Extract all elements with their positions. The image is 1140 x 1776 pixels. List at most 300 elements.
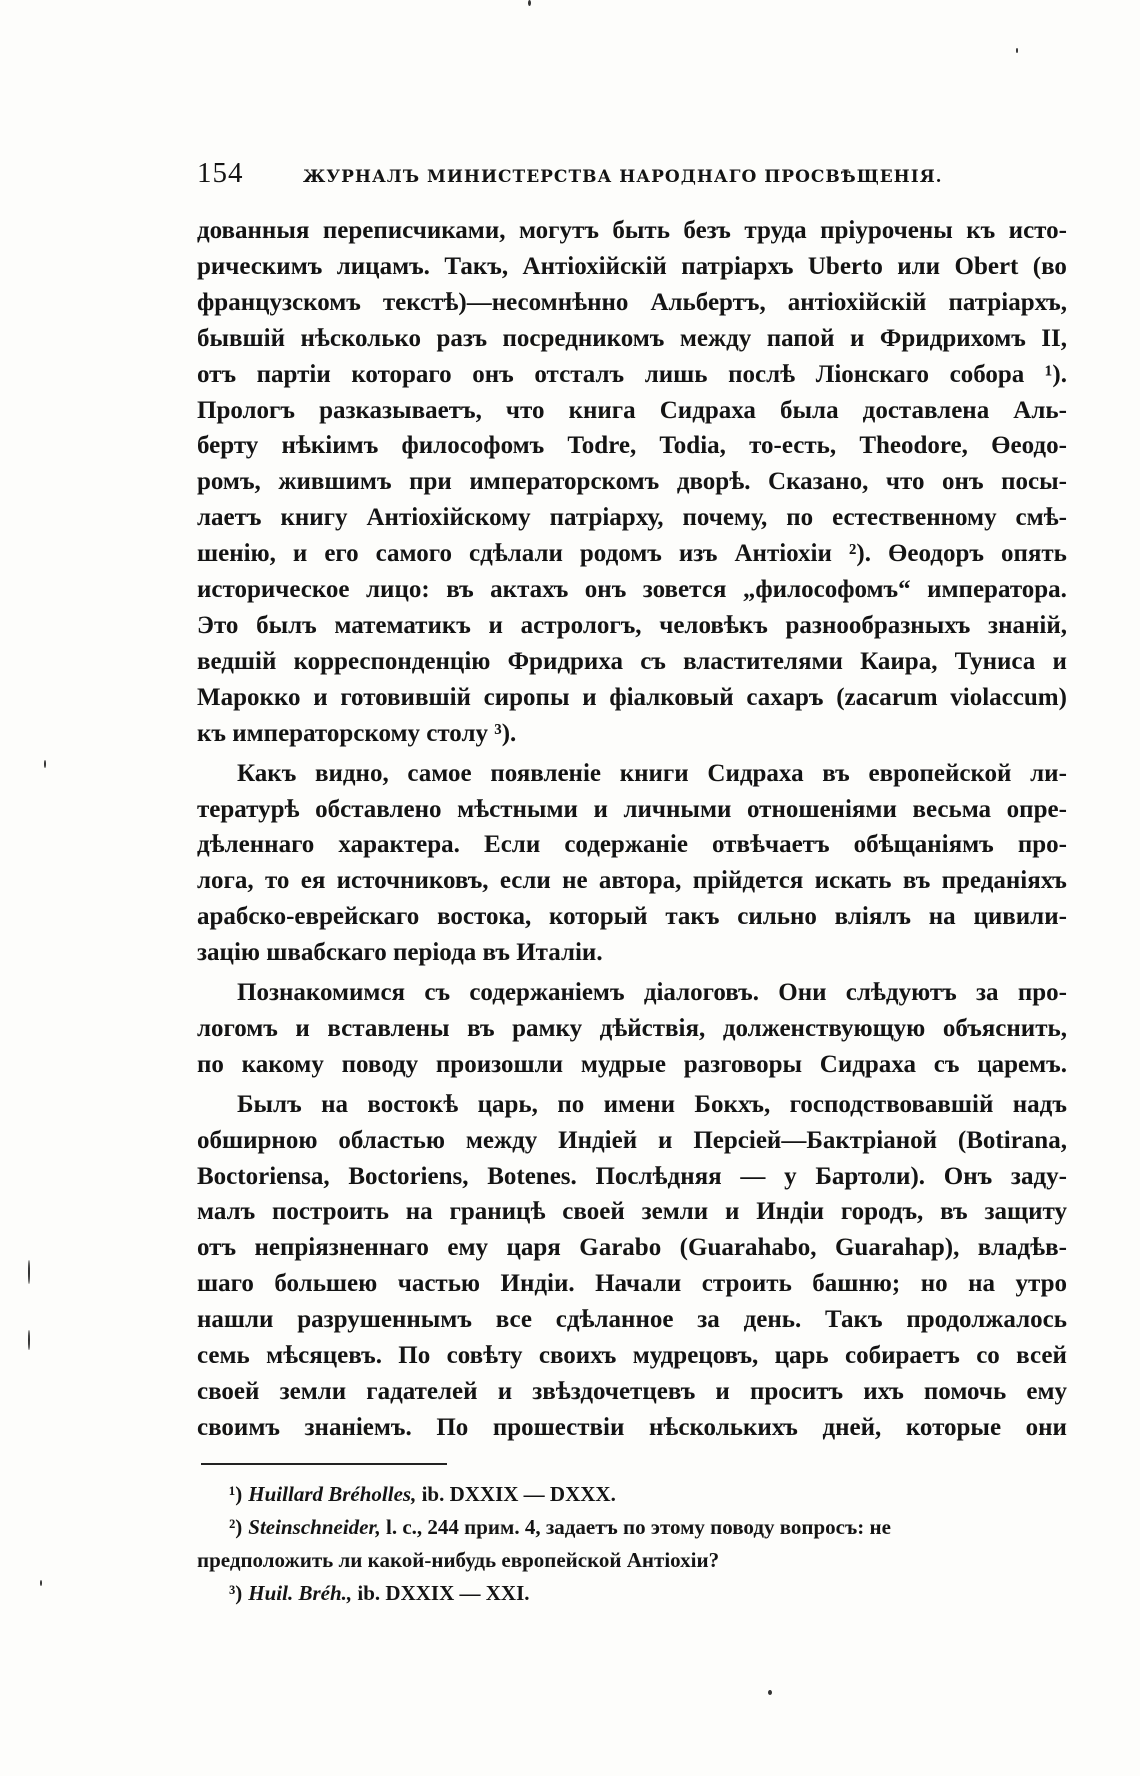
footnote-source: Huil. Bréh., (248, 1581, 353, 1605)
word: Өеодо- (991, 432, 1067, 460)
word: которые (905, 1413, 1002, 1441)
page-header (197, 157, 1077, 197)
footnote-source: Steinschneider, (248, 1515, 381, 1539)
word: и (313, 683, 328, 711)
footnote-mark: ¹) (229, 1482, 243, 1506)
word: Марокко (197, 683, 301, 711)
word: французскомъ (197, 288, 361, 316)
word: отсталъ (534, 360, 625, 388)
word: отношеніями (747, 795, 897, 823)
word: могутъ (518, 217, 599, 244)
word: прійдется (692, 867, 804, 895)
word: царь (774, 1342, 829, 1370)
word: на (321, 1090, 348, 1118)
word: самое (407, 759, 472, 787)
word: городъ, (840, 1198, 924, 1226)
text-line (197, 321, 1067, 357)
word: востока, (437, 903, 532, 931)
word: рическимъ (197, 252, 323, 280)
word: Антіохіи (734, 540, 832, 568)
word: императорскомъ (469, 468, 660, 496)
word: при (409, 468, 452, 496)
word: По (436, 1413, 469, 1441)
word: и (497, 1378, 513, 1405)
text-line (197, 644, 1067, 680)
word: діалоговъ. (643, 979, 759, 1007)
text-line (197, 500, 1067, 536)
text-line (197, 608, 1067, 644)
word: мѣсяцевъ. (266, 1342, 382, 1370)
word: Послѣдняя (595, 1162, 722, 1190)
word: Антіохійскій (522, 252, 667, 280)
word: Индіей (558, 1126, 638, 1154)
word: онъ (584, 576, 627, 604)
word: мудрецовъ, (632, 1342, 759, 1370)
word: опре- (1006, 795, 1067, 823)
word: мудрые (580, 1050, 666, 1078)
word: границѣ (449, 1198, 546, 1226)
word: Познакомимся (237, 979, 406, 1007)
word: разговоры (683, 1050, 803, 1078)
text-line (197, 357, 1067, 393)
word: нашли (197, 1306, 274, 1334)
word: между (465, 1126, 538, 1154)
word: Сказано, (768, 468, 869, 496)
body-text (197, 213, 1067, 1446)
word: партіи (256, 360, 331, 388)
word: объяснить, (942, 1014, 1067, 1042)
word: патріарху, (549, 504, 664, 532)
word: Прологъ (197, 396, 295, 424)
text-line (197, 863, 1067, 899)
word: и (658, 1126, 673, 1154)
word: который (549, 903, 648, 931)
word: ¹). (1044, 360, 1067, 388)
word: бывшій (197, 324, 285, 352)
word: за (975, 979, 999, 1007)
word: или (897, 252, 941, 280)
word: поводу (341, 1050, 419, 1078)
word: (zacarum (836, 683, 938, 711)
word: „философомъ“ (742, 576, 911, 604)
word: прошествіи (492, 1413, 625, 1441)
word: сдѣланное (555, 1306, 674, 1334)
scan-speck (1016, 48, 1018, 53)
text-line (197, 1230, 1067, 1266)
word: Фридриха (507, 647, 623, 675)
text-line (197, 899, 1067, 935)
text-line (197, 1410, 1067, 1446)
word: сдѣлали (468, 540, 563, 568)
word: по (557, 1090, 585, 1118)
word: слѣдуютъ (845, 979, 957, 1007)
word: отъ (197, 1234, 237, 1262)
text-line: зацію швабскаго періода въ Италіи. (197, 939, 603, 967)
word: на (928, 903, 956, 931)
word: почему, (682, 504, 768, 532)
word: своихъ (538, 1342, 617, 1370)
word: своей (197, 1378, 260, 1405)
word: Каира, (860, 647, 938, 675)
word: содержаніемъ (469, 979, 625, 1007)
word: логомъ (197, 1014, 278, 1042)
scan-speck (44, 760, 46, 768)
word: на (405, 1198, 433, 1226)
word: строить (701, 1270, 792, 1298)
footnote-divider (201, 1463, 447, 1465)
word: II, (1041, 324, 1067, 352)
word: сильно (737, 903, 817, 931)
word: книга (568, 396, 636, 424)
word: шаго (197, 1270, 254, 1298)
text-line (197, 1123, 1067, 1159)
text-line (197, 428, 1067, 464)
word: онъ (942, 468, 984, 496)
scan-speck (28, 1260, 30, 1284)
word: патріархъ (681, 252, 794, 280)
word: готовившій (340, 683, 471, 711)
word: гадателей (366, 1378, 478, 1405)
footnote (197, 1577, 1067, 1610)
word: такъ (665, 903, 720, 931)
word: Сидраха (707, 759, 804, 787)
word: Фридрихомъ (879, 324, 1026, 352)
word: берту (197, 432, 259, 460)
word: переписчиками, (322, 217, 506, 244)
footnote-text: предположить ли какой-нибудь европейской Антіохіи? (197, 1548, 720, 1572)
word: по (786, 504, 814, 532)
footnote (197, 1511, 1067, 1544)
word: доставлена (862, 396, 990, 424)
word: дѣленнаго (197, 831, 315, 859)
word: патріархъ, (948, 288, 1067, 316)
text-line (197, 1374, 1067, 1410)
word: естественному (832, 504, 997, 532)
word: и (593, 795, 608, 823)
word: Они (778, 979, 827, 1007)
text-line (197, 1266, 1067, 1302)
word: Boctoriensa, (197, 1162, 330, 1190)
word: Индіи. (500, 1270, 575, 1298)
word: и (1052, 647, 1067, 675)
word: въ (467, 1014, 495, 1042)
word: и (292, 540, 308, 568)
word: была (780, 396, 839, 424)
word: вставлены (327, 1014, 450, 1042)
word: то (264, 867, 290, 895)
word: труда (744, 217, 807, 244)
word: земли (279, 1378, 347, 1405)
word: по (197, 1050, 224, 1078)
word: съ (424, 979, 451, 1007)
word: искать (814, 867, 892, 895)
word: текстѣ)—несомнѣнно (382, 288, 629, 316)
footnote-source: Huillard Bréholles, (248, 1482, 417, 1506)
word: папой (766, 324, 835, 352)
word: Garabo (579, 1234, 662, 1262)
word: Какъ (237, 759, 297, 787)
word: европейской (868, 759, 1012, 787)
word: тературѣ (197, 795, 300, 823)
word: императора. (927, 576, 1067, 604)
word: произошли (435, 1050, 564, 1078)
word: лаетъ (197, 504, 262, 532)
word: и (582, 683, 597, 711)
scan-speck (528, 0, 531, 6)
word: Такъ (824, 1306, 883, 1334)
footnote-text: ib. DXXIX — XXI. (357, 1581, 530, 1605)
word: Бокхъ, (694, 1090, 771, 1118)
word: своимъ (197, 1413, 280, 1441)
word: своей (562, 1198, 625, 1226)
word: защиту (984, 1198, 1067, 1226)
word: рамку (512, 1014, 583, 1042)
word: антіохійскій (787, 288, 927, 316)
word: совѣту (446, 1342, 523, 1370)
word: самого (375, 540, 452, 568)
word: собираетъ (845, 1342, 960, 1370)
text-line (197, 213, 1067, 249)
word: обставлено (315, 795, 442, 823)
word: лога, (197, 867, 254, 895)
word: областью (338, 1126, 445, 1154)
word: человѣкъ (659, 611, 768, 639)
word: видно, (314, 759, 389, 787)
word: (Guarahabo, (679, 1234, 817, 1262)
text-line (197, 285, 1067, 321)
word: непріязненнаго (254, 1234, 429, 1262)
word: къ (966, 217, 996, 244)
word: посы- (1001, 468, 1067, 496)
text-line (197, 1011, 1067, 1047)
word: Персіей—Бактріаной (693, 1126, 938, 1154)
word: утро (1015, 1270, 1067, 1298)
word: все (495, 1306, 532, 1334)
word: разрушеннымъ (297, 1306, 472, 1334)
word: владѣв- (977, 1234, 1067, 1262)
word: всей (1016, 1342, 1067, 1370)
word: башню; (812, 1270, 901, 1298)
word: автора, (598, 867, 682, 895)
word: что (505, 396, 545, 424)
word: Сидраха (659, 396, 756, 424)
word: безъ (683, 217, 731, 244)
word: въ (822, 759, 850, 787)
text-line (197, 1047, 1067, 1083)
word: родомъ (579, 540, 662, 568)
word: проситъ (749, 1378, 844, 1405)
word: не (562, 867, 588, 895)
word: (Botirana, (957, 1126, 1067, 1154)
word: но (920, 1270, 948, 1298)
word: дѣйствія, (599, 1014, 706, 1042)
word: царемъ. (977, 1050, 1067, 1078)
footnote-text: l. c., 244 прим. 4, задаетъ по этому поводу вопросъ: не (386, 1515, 891, 1539)
text-line (197, 249, 1067, 285)
word: царь, (477, 1090, 538, 1118)
word: построить (272, 1198, 389, 1226)
word: его (324, 540, 359, 568)
word: долженствующую (722, 1014, 926, 1042)
word: содержаніе (564, 831, 688, 859)
text-line (197, 1159, 1067, 1195)
word: книгу (280, 504, 348, 532)
word: лицамъ. (336, 252, 430, 280)
word: большею (274, 1270, 378, 1298)
word: Botenes. (487, 1162, 577, 1190)
word: заду- (1010, 1162, 1067, 1190)
word: Todre, (567, 432, 637, 460)
word: ведшій (197, 647, 277, 675)
word: Guarahap), (834, 1234, 960, 1262)
word: господствовавшій (789, 1090, 994, 1118)
word: властителями (683, 647, 843, 675)
page (197, 0, 1077, 1776)
word: Антіохійскому (366, 504, 531, 532)
word: лишь (644, 360, 708, 388)
word: астрологъ, (520, 611, 642, 639)
word: преданіяхъ (941, 867, 1067, 895)
word: нѣкіимъ (281, 432, 379, 460)
word: Өеодоръ (887, 540, 984, 568)
word: ли- (1030, 759, 1067, 787)
word: на (968, 1270, 996, 1298)
word: и (850, 324, 865, 352)
word: Boctoriens, (348, 1162, 469, 1190)
footnote-mark: ³) (229, 1581, 243, 1605)
footnote-mark: ²) (229, 1515, 243, 1539)
word: ²). (848, 540, 871, 568)
text-line (197, 1302, 1067, 1338)
word: Если (484, 831, 541, 859)
word: изъ (678, 540, 718, 568)
word: цивили- (973, 903, 1067, 931)
word: Аль- (1013, 396, 1067, 424)
word: жившимъ (278, 468, 392, 496)
footnotes (197, 1478, 1067, 1610)
word: Ліонскаго (815, 360, 930, 388)
word: въ (446, 576, 474, 604)
word: Todia, (659, 432, 726, 460)
word: за (697, 1306, 720, 1334)
word: — (740, 1162, 766, 1190)
word: философомъ (401, 432, 545, 460)
word: Онъ (943, 1162, 993, 1190)
word: сиропы (483, 683, 570, 711)
word: про- (1017, 831, 1067, 859)
text-line (197, 756, 1067, 792)
word: въ (940, 1198, 968, 1226)
text-line (197, 1087, 1067, 1123)
word: violaccum) (950, 683, 1067, 711)
word: востокѣ (367, 1090, 459, 1118)
word: дованныя (197, 217, 310, 244)
word: Бартоли). (815, 1162, 926, 1190)
running-head: ЖУРНАЛЪ МИНИСТЕРСТВА НАРОДНАГО ПРОСВѢЩЕНІЯ. (303, 167, 943, 187)
text-line (197, 1338, 1067, 1374)
word: характера. (338, 831, 460, 859)
word: По (398, 1342, 431, 1370)
word: историческое (197, 576, 350, 604)
word: въ (902, 867, 931, 895)
word: мѣстными (457, 795, 578, 823)
word: шенію, (197, 540, 276, 568)
text-line (197, 536, 1067, 572)
word: царя (506, 1234, 561, 1262)
footnote (197, 1478, 1067, 1511)
word: появленіе (490, 759, 602, 787)
text-line: къ императорскому столу ³). (197, 719, 517, 747)
word: весьма (912, 795, 992, 823)
scan-speck (40, 1580, 42, 1586)
word: ромъ, (197, 468, 261, 496)
word: нѣсколькихъ (648, 1413, 798, 1441)
word: надъ (1012, 1090, 1067, 1118)
word: Obert (954, 252, 1019, 280)
text-line (197, 827, 1067, 863)
word: знаніемъ. (304, 1413, 412, 1441)
text-line (197, 572, 1067, 608)
word: Былъ (237, 1090, 302, 1118)
word: посредникомъ (502, 324, 665, 352)
text-line (197, 393, 1067, 429)
text-line (197, 792, 1067, 828)
word: личными (623, 795, 732, 823)
word: дней, (822, 1413, 882, 1441)
word: что (885, 468, 925, 496)
word: (во (1032, 252, 1067, 280)
word: знаній, (988, 611, 1067, 639)
word: и (295, 1014, 310, 1042)
word: имени (603, 1090, 675, 1118)
word: обѣщаніямъ (853, 831, 994, 859)
word: Альбертъ, (650, 288, 766, 316)
word: ея (300, 867, 326, 895)
text-line (197, 975, 1067, 1011)
word: книги (619, 759, 689, 787)
word: лицо: (366, 576, 430, 604)
word: съ (640, 647, 666, 675)
word: дворѣ. (676, 468, 751, 496)
word: отвѣчаетъ (712, 831, 830, 859)
word: земли (641, 1198, 709, 1226)
word: про- (1017, 979, 1067, 1007)
text-line (197, 680, 1067, 716)
word: отъ (197, 360, 237, 388)
word: пріурочены (820, 217, 953, 244)
word: съ (933, 1050, 960, 1078)
text-line (197, 1194, 1067, 1230)
word: между (679, 324, 752, 352)
word: Uberto (807, 252, 883, 280)
word: котораго (351, 360, 452, 388)
word: математикъ (334, 611, 471, 639)
word: у (784, 1162, 797, 1190)
word: Это (197, 611, 239, 639)
word: ихъ (863, 1378, 904, 1405)
word: корреспонденцію (293, 647, 491, 675)
word: Туниса (954, 647, 1036, 675)
word: если (499, 867, 551, 895)
word: Начали (595, 1270, 682, 1298)
word: Индіи (756, 1198, 825, 1226)
word: послѣ (728, 360, 796, 388)
word: и (715, 1378, 730, 1405)
word: день. (743, 1306, 802, 1334)
scan-speck (768, 1690, 772, 1695)
word: актахъ (490, 576, 569, 604)
word: малъ (197, 1198, 256, 1226)
